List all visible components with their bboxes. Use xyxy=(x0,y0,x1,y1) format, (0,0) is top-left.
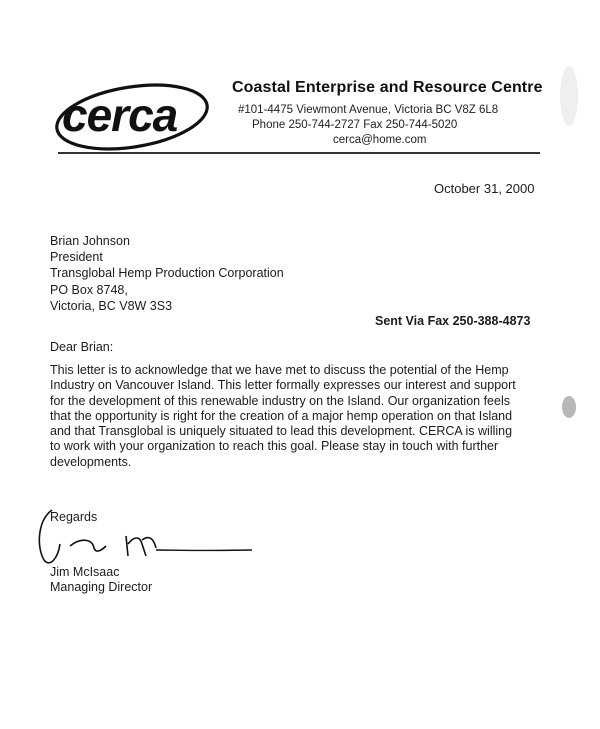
signer-title: Managing Director xyxy=(50,580,153,594)
signer-name: Jim McIsaac xyxy=(50,565,120,579)
body-line: This letter is to acknowledge that we have met to discuss the potential of the Hemp xyxy=(50,363,509,377)
closing: Regards xyxy=(50,510,98,524)
recipient-company: Transglobal Hemp Production Corporation xyxy=(50,266,284,281)
handwritten-signature xyxy=(30,498,270,570)
organization-name: Coastal Enterprise and Resource Centre xyxy=(232,79,543,96)
body-line: and that Transglobal is uniquely situated to lead this development. CERCA is willing xyxy=(50,424,513,439)
fax-note: Sent Via Fax 250-388-4873 xyxy=(375,314,531,328)
scan-artifact xyxy=(562,396,576,418)
recipient-name: Brian Johnson xyxy=(50,234,130,248)
scan-artifact xyxy=(560,66,578,126)
organization-email[interactable]: cerca@home.com xyxy=(333,134,427,146)
recipient-po-box: PO Box 8748, xyxy=(50,282,128,297)
recipient-address-block xyxy=(50,233,284,314)
organization-address: #101-4475 Viewmont Avenue, Victoria BC V8Z 6L8 xyxy=(238,104,499,116)
body-line: that the opportunity is right for the creation of a major hemp operation on that Island xyxy=(50,408,513,423)
body-line: Industry on Vancouver Island. This letter formally expresses our interest and support xyxy=(50,378,516,393)
body-line: for the development of this renewable industry on the Island. Our organization feels xyxy=(50,393,510,408)
letterhead-divider xyxy=(58,152,540,154)
cerca-logo xyxy=(52,76,217,156)
letter-date: October 31, 2000 xyxy=(434,181,535,196)
letter-body xyxy=(50,363,540,470)
body-line: developments. xyxy=(50,454,132,469)
organization-phone-fax: Phone 250-744-2727 Fax 250-744-5020 xyxy=(252,119,458,131)
body-line: to work with your organization to reach this goal. Please stay in touch with further xyxy=(50,439,499,454)
logo-text: cerca xyxy=(62,89,178,141)
recipient-city: Victoria, BC V8W 3S3 xyxy=(50,298,173,313)
salutation: Dear Brian: xyxy=(50,340,114,354)
recipient-title: President xyxy=(50,250,103,265)
